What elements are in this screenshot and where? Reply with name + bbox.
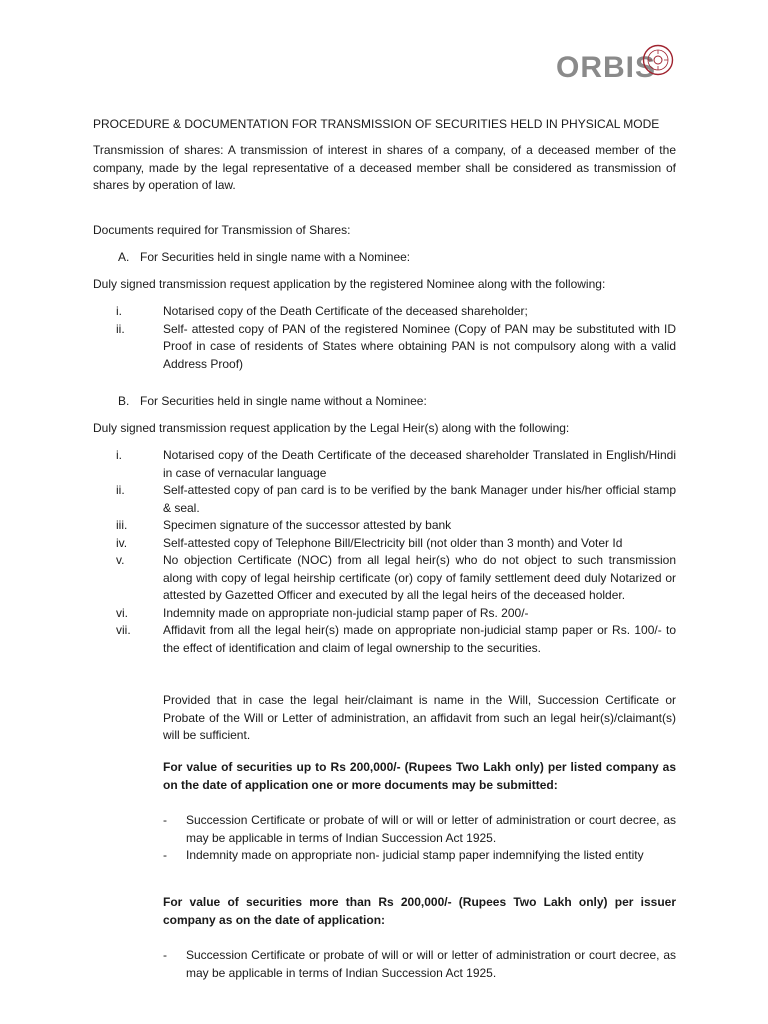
- section-b-lead: Duly signed transmission request application by the Legal Heir(s) along with the following:: [93, 421, 570, 435]
- list-item: [116, 552, 676, 605]
- list-number: iii.: [116, 518, 128, 532]
- list-number: vi.: [116, 605, 128, 620]
- list-text: Notarised copy of the Death Certificate of the deceased shareholder Translated in English/Hindi in case of vernacular language: [163, 448, 676, 480]
- list-text: Succession Certificate or probate of will or will or letter of administration or court decree, as may be applicable in terms of Indian Succession Act 1925.: [186, 948, 676, 980]
- section-b-list: [116, 447, 676, 657]
- intro-paragraph: [93, 142, 676, 195]
- section-a-title: For Securities held in single name with a Nominee:: [140, 250, 411, 264]
- list-item: [116, 321, 676, 374]
- upto-list: [163, 812, 676, 865]
- list-number: i.: [116, 304, 122, 318]
- orbis-logo: [556, 44, 676, 90]
- list-number: ii.: [116, 483, 125, 497]
- list-item: [116, 482, 676, 517]
- list-text: Notarised copy of the Death Certificate of the deceased shareholder;: [163, 304, 528, 318]
- list-item: [116, 622, 676, 657]
- section-a-letter: A.: [118, 250, 130, 264]
- section-b-heading: [118, 393, 427, 411]
- list-number: i.: [116, 448, 122, 462]
- intro-text: : A transmission of interest in shares of a company, of a deceased member of the company, made by the legal representative of a deceased member shall be considered as transmission of shares by operation of law.: [93, 143, 676, 192]
- dash-bullet: -: [163, 848, 167, 862]
- list-text: Succession Certificate or probate of will or will or letter of administration or court decree, as may be applicable in terms of Indian Succession Act 1925.: [186, 813, 676, 845]
- list-item: [116, 303, 676, 321]
- list-number: v.: [116, 553, 125, 567]
- seal-icon: [642, 44, 674, 76]
- list-text: Self-attested copy of Telephone Bill/Electricity bill (not older than 3 month) and Voter Id: [163, 535, 623, 550]
- list-item: [163, 947, 676, 982]
- list-text: Affidavit from all the legal heir(s) made on appropriate non-judicial stamp paper or Rs. 100/- to the effect of identification and claim of legal ownership to the securities.: [163, 623, 676, 655]
- list-text: Indemnity made on appropriate non- judicial stamp paper indemnifying the listed entity: [186, 848, 644, 862]
- upto-heading: For value of securities up to Rs 200,000/- (Rupees Two Lakh only) per listed company as on the date of application one or more documents may be submitted:: [163, 760, 676, 792]
- more-heading: For value of securities more than Rs 200,000/- (Rupees Two Lakh only) per issuer company as on the date of application:: [163, 895, 676, 927]
- dash-bullet: -: [163, 813, 167, 827]
- intro-lead: Transmission of shares: [93, 143, 221, 157]
- docs-required-heading: Documents required for Transmission of Shares:: [93, 223, 351, 237]
- section-b-title: For Securities held in single name without a Nominee:: [140, 394, 427, 408]
- list-item: [163, 847, 676, 865]
- list-item: [116, 605, 676, 623]
- list-text: Specimen signature of the successor attested by bank: [163, 518, 452, 532]
- section-a-list: [116, 303, 676, 373]
- list-number: vii.: [116, 623, 131, 637]
- proviso-paragraph: Provided that in case the legal heir/claimant is name in the Will, Succession Certificate or Probate of the Will or Letter of administration, an affidavit from such an legal heir(s)/claimant(s) will be sufficient.: [163, 693, 676, 742]
- list-number: ii.: [116, 321, 125, 336]
- dash-bullet: -: [163, 948, 167, 962]
- list-item: [116, 535, 676, 553]
- section-a-heading: [118, 249, 410, 267]
- more-list: [163, 947, 676, 982]
- list-text: Self-attested copy of pan card is to be verified by the bank Manager under his/her official stamp & seal.: [163, 483, 676, 515]
- list-text: Self- attested copy of PAN of the registered Nominee (Copy of PAN may be substituted with ID Proof in case of residents of States where obtaining PAN is not compulsory along with a valid Address Proof): [163, 321, 676, 371]
- page-title: PROCEDURE & DOCUMENTATION FOR TRANSMISSION OF SECURITIES HELD IN PHYSICAL MODE: [93, 117, 660, 131]
- section-b-letter: B.: [118, 394, 130, 408]
- list-number: iv.: [116, 535, 128, 550]
- logo-text: ORBIS: [556, 51, 657, 84]
- list-text: Indemnity made on appropriate non-judicial stamp paper of Rs. 200/-: [163, 605, 529, 620]
- list-text: No objection Certificate (NOC) from all legal heir(s) who do not object to such transmission along with copy of legal heirship certificate (or) copy of family settlement deed duly Notarized or attested by Gazetted Officer and executed by all the legal heirs of the deceased holder.: [163, 553, 676, 602]
- list-item: [163, 812, 676, 847]
- list-item: [116, 517, 676, 535]
- section-a-lead: Duly signed transmission request application by the registered Nominee along with the following:: [93, 277, 606, 291]
- list-item: [116, 447, 676, 482]
